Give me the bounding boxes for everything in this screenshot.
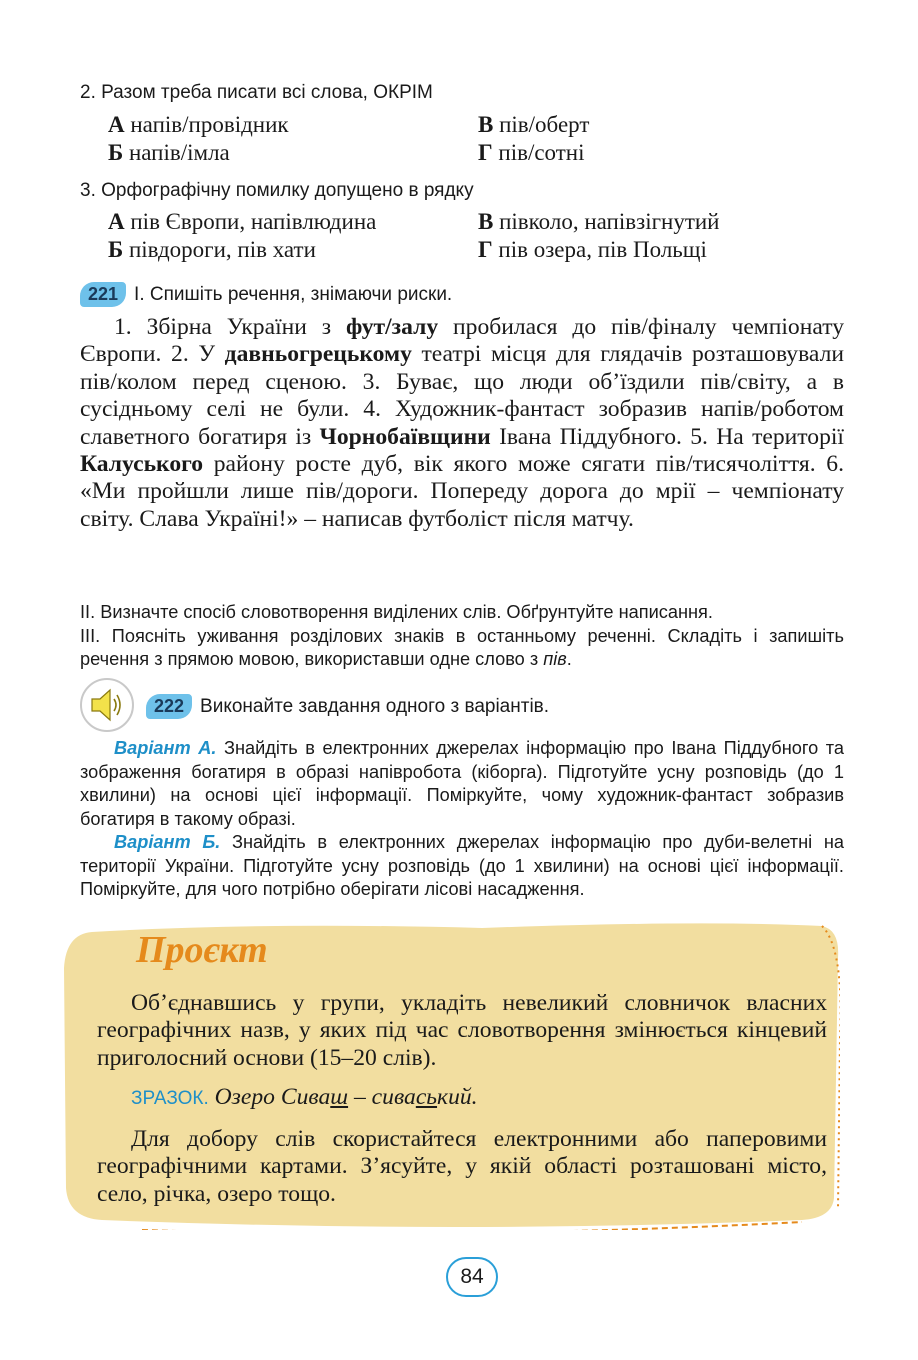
highlighted-word: Калуського	[80, 451, 204, 478]
exercise-number-badge: 221	[80, 282, 126, 307]
option-letter: Г	[478, 237, 493, 262]
option-text: пів/сотні	[492, 140, 585, 165]
option-text: пів озера, пів Польщі	[492, 237, 707, 262]
exercise-222-header	[146, 694, 549, 719]
exercise-221-header	[80, 282, 452, 307]
exercise-221-text: 1. Збірна України з фут/залу пробилася до пів/фіналу чемпіонату Європи. 2. У давньогрецькому театрі місця для глядачів розташовували пів/колом перед сценою. 3. Буває, що люди об’їздили пів/світу, а в сусідньому селі не були. 4. Художник-фантаст зобразив напів/роботом славетного богатиря із Чорнобаївщини Івана Піддубного. 5. На території Калуського району росте дуб, вік якого може сягати пів/тисячоліття. 6. «Ми пройшли лише пів/дороги. Попереду дорога до мрії – чемпіонату світу. Слава Україні!» – написав футболіст після матчу.	[80, 314, 844, 532]
option-letter: А	[108, 112, 125, 137]
variant-a: Варіант А. Знайдіть в електронних джерелах інформацію про Івана Піддубного та зображення богатиря в образі напівробота (кіборга). Підготуйте усну розповідь (до 1 хвилини) на основі цієї інформації. Поміркуйте, чому художник-фантаст зобразив богатиря в такому образі.	[80, 738, 844, 829]
option-text: пів Європи, напівлюдина	[124, 209, 377, 234]
option-v	[478, 112, 848, 138]
project-paragraph-1: Об’єднавшись у групи, укладіть невеликий словничок власних географічних назв, у яких під час словотворення змінюється кінцевий приголосний основи (15–20 слів).	[97, 990, 827, 1071]
option-text: напів/провідник	[124, 112, 289, 137]
highlighted-word: давньогрецькому	[224, 341, 412, 368]
option-text: пів/оберт	[493, 112, 590, 137]
highlighted-word: Чорнобаївщини	[319, 423, 491, 450]
option-text: півдороги, пів хати	[123, 237, 316, 262]
audio-speaker-icon[interactable]	[80, 678, 134, 732]
option-letter: Б	[108, 140, 124, 165]
question-2-title: 2. Разом треба писати всі слова, ОКРІМ	[80, 82, 433, 103]
exercise-instruction: Виконайте завдання одного з варіантів.	[200, 695, 550, 717]
exercise-instruction: І. Спишіть речення, знімаючи риски.	[134, 283, 453, 305]
question-3-title: 3. Орфографічну помилку допущено в рядку	[80, 180, 474, 201]
option-letter: В	[478, 112, 494, 137]
option-a	[108, 112, 478, 138]
question-2-options-row-2	[108, 140, 888, 166]
variant-b: Варіант Б. Знайдіть в електронних джерелах інформацію про дуби-велетні на території України. Підготуйте усну розповідь (до 1 хвилини) на основі цієї інформації. Поміркуйте, для чого потрібно оберігати лісові насадження.	[80, 832, 845, 899]
question-3-options-row-2	[108, 237, 888, 263]
exercise-221-tasks	[80, 601, 844, 672]
example-label: ЗРАЗОК.	[131, 1088, 209, 1109]
option-letter: Г	[478, 140, 493, 165]
option-text: півколо, напівзігнутий	[493, 209, 720, 234]
option-letter: А	[108, 209, 125, 234]
option-v	[478, 209, 848, 235]
option-letter: Б	[108, 237, 124, 262]
option-letter: В	[478, 209, 494, 234]
highlighted-word: фут/залу	[345, 314, 439, 340]
option-b	[108, 237, 478, 263]
project-paragraph-2: Для добору слів скористайтеся електронними або паперовими географічними картами. З’ясуйте, у якій області розташовані місто, село, річка, озеро тощо.	[97, 1126, 827, 1207]
task-2: ІІ. Визначте спосіб словотворення виділених слів. Обґрунтуйте написання.	[80, 602, 713, 622]
option-b	[108, 140, 478, 166]
option-text: напів/імла	[123, 140, 230, 165]
exercise-222-variants	[80, 737, 844, 902]
option-g	[478, 237, 848, 263]
project-title: Проєкт	[136, 929, 268, 971]
option-g	[478, 140, 848, 166]
task-3: ІІІ. Поясніть уживання розділових знаків в останньому реченні. Складіть і запишіть речення з прямою мовою, використавши одне слово з пів.	[80, 625, 844, 669]
page-number: 84	[446, 1257, 498, 1297]
option-a	[108, 209, 478, 235]
exercise-number-badge: 222	[146, 694, 192, 719]
question-3-options-row-1	[108, 209, 888, 235]
question-2-options-row-1	[108, 112, 888, 138]
project-example: ЗРАЗОК. Озеро Сиваш – сиваський.	[131, 1084, 478, 1110]
